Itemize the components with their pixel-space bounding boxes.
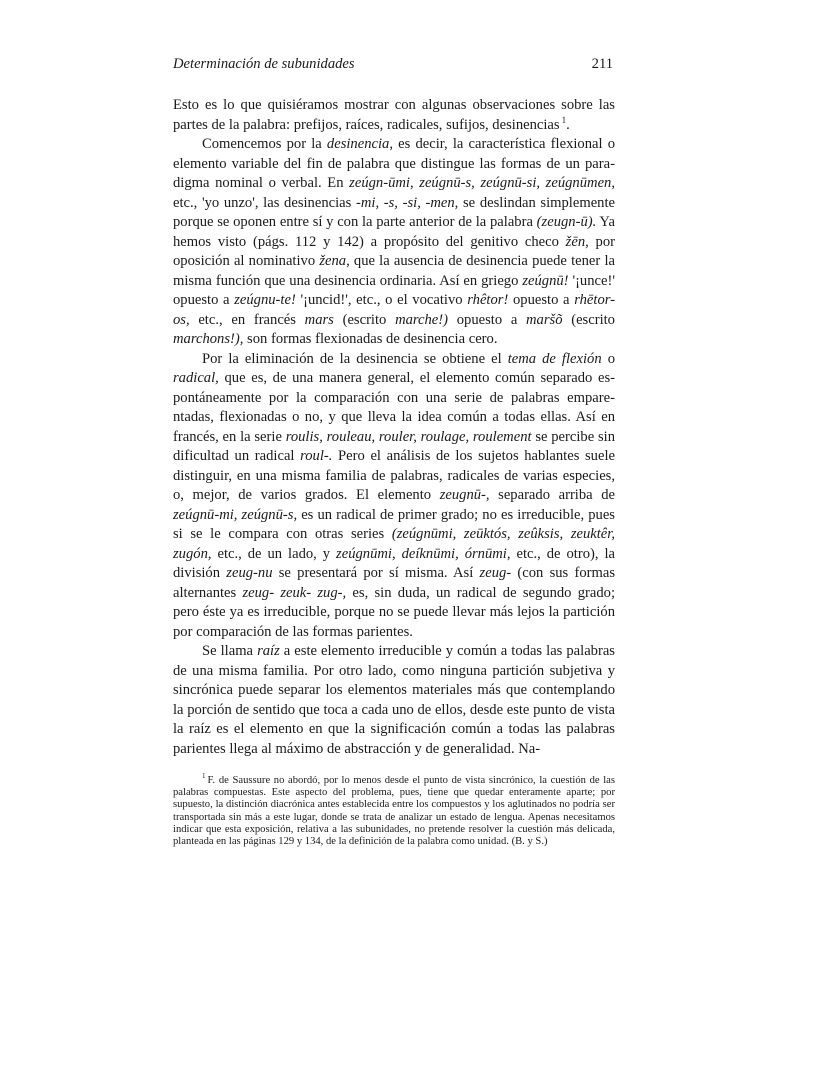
footnote-paragraph [173,772,615,848]
footnote-marker: 1 [202,772,206,781]
italic-term: marche!) [395,311,449,328]
italic-term: raíz [257,643,280,659]
italic-term: desinencia, [326,136,393,152]
text-run: es decir, la característica flexional o elemento variable del fin de palabra que distingue las formas de un paradigma nominal o verbal. En [173,136,616,191]
footnote [173,772,615,848]
italic-term: zeug- zeuk- zug-, [242,584,347,601]
italic-term: radical, [173,370,219,386]
text-run: opuesto a [508,292,575,308]
text-run: . [566,116,570,133]
text-run: etc., en francés [189,311,305,328]
text-run: (con sus formas alternantes [173,565,615,601]
italic-term: zeugnū-, [439,487,490,503]
italic-term: roulis, rouleau, rouler, roulage, roulement [285,428,532,445]
body-text [173,96,615,759]
italic-term: mars [304,311,334,328]
paragraph [173,135,615,350]
chapter-title: Determinación de subunidades [173,56,355,72]
italic-term: (zeugn-ū). [536,214,597,230]
footnote-text: F. de Saussure no abordó, por lo menos desde el punto de vista sincrónico, la cuestión de las palabras compuestas. Este aspecto del problema, pues, tiene que quedar enteramente aparte; por supuesto, la distinción diacrónica antes establecida entre los compuestos y los aglutinados no podría ser transportada sin más a este lugar, donde se trata de analizar un estado de lengua. Apenas necesitamos indicar que esta exposición, relativa a las subunidades, no pretende resolver la cuestión más delicada, planteada en las páginas 129 y 134, de la definición de la palabra como unidad. (B. y S.) [173,775,615,848]
italic-term: zeug-nu [226,565,273,581]
text-run: etc., de un lado, y [211,545,337,562]
text-run: (escrito [333,311,396,328]
text-run: (escrito [562,311,615,328]
italic-term: žena, [319,253,350,269]
italic-term: (zeúgnūmi, zeūktós, zeûksis, zeuktêr, zugón, [173,526,615,562]
text-run: es un radical de primer grado; no es irreducible, pues si se le compara con otras series [173,506,615,542]
footnote-reference: 1 [561,114,567,125]
text-run: '¡unce!' opuesto a [173,272,615,308]
text-run: se percibe sin dificultad un radical [173,428,615,464]
text-run: o [601,350,616,367]
text-run: que la ausencia de desinencia puede tener la misma función que una desinencia ordinaria. Así en griego [173,253,615,289]
italic-term: zeúgn-ūmi, zeúgnū-s, zeúgnū-si, zeúgnūmen, [349,175,615,191]
italic-term: roul-. [300,448,333,464]
italic-term: zeúgnu-te! [234,292,296,308]
paragraph [173,96,615,135]
running-head [173,56,615,78]
text-run: Por la eliminación de la desinencia se obtiene el [202,350,508,367]
text-run: Comencemos por la [202,136,327,152]
text-run: son formas flexionadas de desinencia cero. [243,331,498,347]
text-run: Esto es lo que quisiéramos mostrar con algunas observaciones sobre las partes de la palabra: prefijos, raíces, radicales, sufijos, desinencias [173,97,615,133]
text-run: Ya hemos visto (págs. 112 y 142) a propósito del genitivo checo [173,214,615,250]
italic-term: tema de flexión [507,350,602,367]
page-number: 211 [591,56,613,72]
text-run: se deslindan simplemente porque se oponen entre sí y con la parte anterior de la palabra [173,194,615,230]
text-run: Pero el análisis de los sujetos hablantes suele distinguir, en una misma familia de palabras, radicales de varias especies, o, mejor, de varios grados. El elemento [173,448,615,503]
paragraph [173,350,615,643]
text-run: separado arriba de [489,487,615,503]
italic-term: -mi, -s, -si, -men, [355,194,459,211]
italic-term: maršõ [526,311,563,328]
italic-term: zeúgnūmi, deíknūmi, órnūmi, [336,545,511,562]
text-run: se presentará por sí misma. Así [272,565,480,581]
text-run: opuesto a [448,311,527,328]
text-run: '¡uncid!', etc., o el vocativo [295,292,468,308]
text-run: etc., 'yo unzo', las desinencias [173,194,356,211]
paragraph [173,642,615,759]
text-run: etc., de otro), la división [173,545,615,581]
italic-term: rhētor-os, [173,292,615,328]
text-run: a este elemento irreducible y común a todas las palabras de una misma familia. Por otro lado, como ninguna partición subjetiva y sincrónica puede separar los elementos materiales más que contemplando la porción de sentido que toca a cada uno de ellos, desde este punto de vista la raíz es el elemento en que la significación común a todas las palabras parientes llega al máximo de abstracción y de generalidad. Na- [173,643,615,757]
italic-term: zeúgnū! [522,272,569,289]
text-run: que es, de una manera general, el elemento común separado espontáneamente por la comparación con una serie de palabras emparentadas, flexionadas o no, y que lleva la idea común a todas ellas. Así en francés, en la serie [173,370,615,445]
italic-term: marchons!), [173,331,244,347]
text-run: por oposición al nominativo [173,233,615,269]
text-run: Se llama [202,643,258,659]
italic-term: rhêtor! [467,292,509,308]
italic-term: zeúgnū-mi, zeúgnū-s, [173,506,298,523]
text-run: es, sin duda, un radical de segundo grado; pero éste ya es irreducible, porque no se puede llevar más lejos la partición por comparación de las formas parientes. [173,584,616,640]
italic-term: zeug- [479,565,512,581]
italic-term: žēn, [565,233,589,250]
book-page [173,56,615,848]
